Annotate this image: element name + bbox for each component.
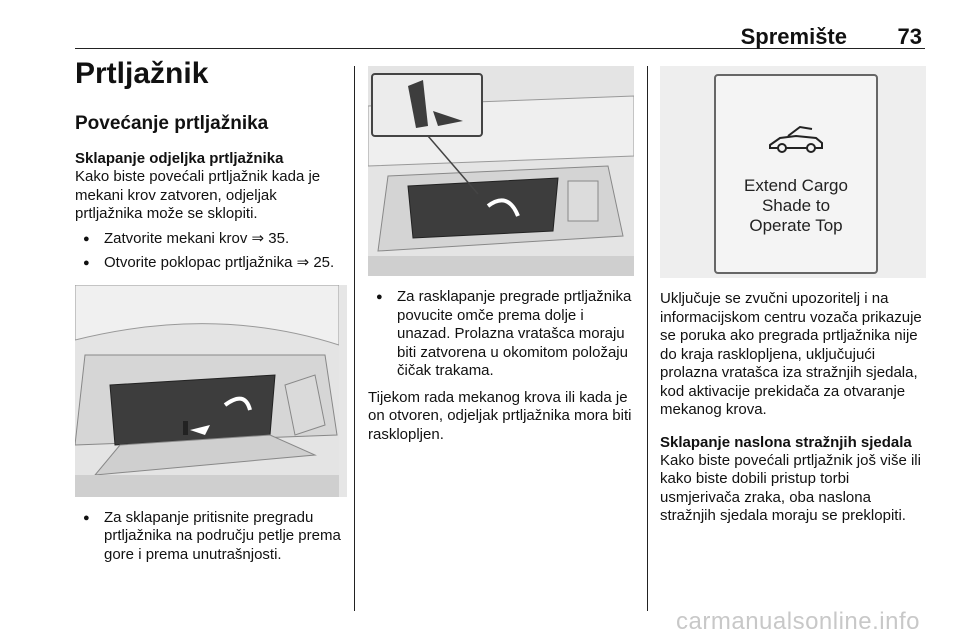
trunk-fold-illustration — [75, 285, 347, 497]
convertible-icon — [766, 121, 826, 157]
message-line-3: Operate Top — [749, 216, 843, 235]
bullet-close-roof: ● Zatvorite mekani krov ⇒ 35. — [75, 230, 347, 249]
column-right — [660, 66, 926, 526]
message-line-1: Extend Cargo — [744, 176, 848, 195]
column-divider-1 — [354, 66, 355, 611]
page-header — [75, 0, 925, 49]
column-middle — [368, 66, 634, 444]
message-line-2: Shade to — [761, 196, 831, 215]
trunk-unfold-drawing — [368, 66, 634, 276]
message-display-illustration — [660, 66, 926, 278]
column-left — [75, 56, 347, 564]
trunk-unfold-illustration — [368, 66, 634, 276]
page-title: Prtljažnik — [75, 57, 209, 90]
subsection-heading: Sklapanje odjeljka prtljažnika — [75, 150, 284, 167]
seat-paragraph: Kako biste povećali prtljažnik još više ili kako biste dobili pristup torbi usmjerivača zraka, oba naslona stražnjih sjedala moraju se preklopiti. — [660, 451, 921, 524]
intro-paragraph: Kako biste povećali prtljažnik kada je mekani krov zatvoren, odjeljak prtljažnika može se sklopiti. — [75, 168, 321, 222]
watermark: carmanualsonline.info — [676, 608, 920, 635]
column-divider-2 — [647, 66, 648, 611]
bullet-unfold-instruction: ● Za rasklapanje pregrade prtljažnika povucite omče prema dolje i unazad. Prolazna vratašca moraju biti zatvorena u okomitom položaju čičak trakama. — [368, 288, 634, 381]
section-heading: Povećanje prtljažnika — [75, 113, 269, 134]
bullet-fold-instruction: ● Za sklapanje pritisnite pregradu prtljažnika na području petlje prema gore i prema unutrašnjosti. — [75, 509, 347, 565]
section-title: Spremište — [740, 24, 847, 49]
roof-operation-paragraph: Tijekom rada mekanog krova ili kada je on otvoren, odjeljak prtljažnika mora biti rasklopljen. — [368, 388, 632, 443]
message-text — [716, 176, 876, 236]
seat-heading: Sklapanje naslona stražnjih sjedala — [660, 433, 912, 451]
driver-info-message — [714, 74, 878, 274]
bullet-open-lid: ● Otvorite poklopac prtljažnika ⇒ 25. — [75, 254, 347, 273]
warning-paragraph: Uključuje se zvučni upozoritelj i na informacijskom centru vozača prikazuje se poruka ako pregrada prtljažnika nije do kraja rasklopljena, uključujući prolazna vratašca iza stražnjih sjedala, kod aktivacije prekidača za otvaranje mekanog krova. — [660, 290, 922, 418]
page-number: 73 — [897, 24, 922, 49]
trunk-fold-drawing — [75, 285, 339, 497]
